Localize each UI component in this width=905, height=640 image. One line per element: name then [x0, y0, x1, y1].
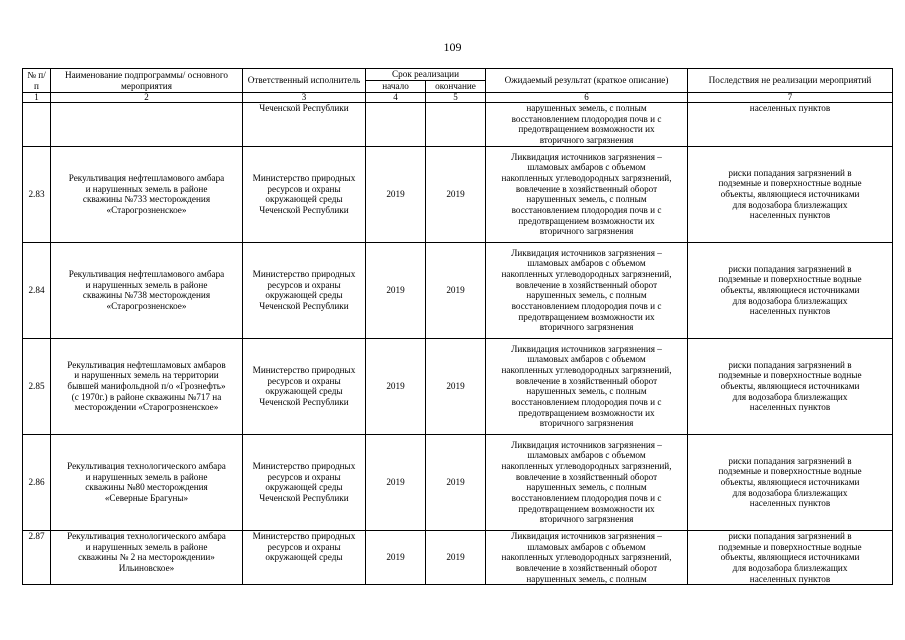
- header-num: № п/п: [23, 69, 51, 93]
- text-line: месторождении «Старогрозненское»: [74, 402, 219, 413]
- text-line: населенных пунктов: [749, 210, 831, 221]
- text-line: риски попадания загрязнений в: [728, 167, 852, 178]
- text-line: и нарушенных земель в районе: [85, 183, 208, 194]
- end-year-cell: 2019: [426, 434, 486, 530]
- text-line: риски попадания загрязнений в: [728, 530, 852, 541]
- row-number-cell: 2.86: [23, 434, 51, 530]
- table-row: [23, 146, 893, 242]
- text-line: Рекультивация технологического амбара: [67, 530, 226, 541]
- text-line: для водозабора близлежащих: [732, 295, 848, 306]
- text-line: шламовых амбаров с объемом: [527, 541, 646, 552]
- text-line: восстановлением плодородия почв и с: [511, 493, 662, 504]
- column-number: 2: [51, 93, 243, 103]
- text-line: предотвращением возможности их: [518, 124, 655, 135]
- text-line: (с 1970г.) в районе скважины №717 на: [71, 391, 222, 402]
- text-line: шламовых амбаров с объемом: [527, 258, 646, 269]
- executor-cell: [243, 146, 366, 242]
- text-line: окружающей среды: [265, 482, 343, 493]
- text-line: нарушенных земель, с полным: [526, 290, 647, 301]
- text-line: вторичного загрязнения: [539, 135, 634, 146]
- row-number-cell: 2.83: [23, 146, 51, 242]
- expected-result-cell: [486, 338, 688, 434]
- text-line: для водозабора близлежащих: [732, 391, 848, 402]
- end-year-cell: 2019: [426, 146, 486, 242]
- text-line: накопленных углеводородных загрязнений,: [501, 364, 672, 375]
- text-line: вовлечение в хозяйственный оборот: [515, 471, 658, 482]
- expected-result-cell: [486, 530, 688, 585]
- text-line: восстановлением плодородия почв и с: [511, 205, 662, 216]
- consequences-cell: [688, 338, 893, 434]
- start-year-cell: 2019: [366, 530, 426, 585]
- end-year-cell: 2019: [426, 338, 486, 434]
- executor-cell: [243, 103, 366, 147]
- text-line: вовлечение в хозяйственный оборот: [515, 562, 658, 573]
- text-line: населенных пунктов: [749, 103, 831, 113]
- header-row-top: [23, 69, 893, 81]
- text-line: вторичного загрязнения: [539, 418, 634, 429]
- text-line: нарушенных земель, с полным: [526, 103, 647, 113]
- text-line: риски попадания загрязнений в: [728, 263, 852, 274]
- text-line: восстановлением плодородия почв и с: [511, 113, 662, 124]
- row-number-cell: 2.84: [23, 242, 51, 338]
- text-line: риски попадания загрязнений в: [728, 359, 852, 370]
- text-line: накопленных углеводородных загрязнений,: [501, 172, 672, 183]
- text-line: нарушенных земель, с полным: [526, 573, 647, 584]
- executor-cell: [243, 434, 366, 530]
- text-line: Министерство природных: [252, 460, 356, 471]
- text-line: объекты, являющиеся источниками: [720, 476, 860, 487]
- text-line: объекты, являющиеся источниками: [720, 284, 860, 295]
- row-number-cell: 2.85: [23, 338, 51, 434]
- header-end: окончание: [426, 81, 486, 93]
- executor-cell: [243, 338, 366, 434]
- text-line: населенных пунктов: [749, 573, 831, 584]
- text-line: Ликвидация источников загрязнения –: [511, 343, 662, 354]
- text-line: Министерство природных: [252, 530, 356, 541]
- text-line: для водозабора близлежащих: [732, 487, 848, 498]
- text-line: ресурсов и охраны: [267, 183, 341, 194]
- text-line: Чеченской Республики: [259, 397, 349, 408]
- text-line: Чеченской Республики: [259, 493, 349, 504]
- expected-result-cell: [486, 103, 688, 147]
- text-line: Ликвидация источников загрязнения –: [511, 247, 662, 258]
- header-result: Ожидаемый результат (краткое описание): [486, 69, 688, 93]
- text-line: Министерство природных: [252, 364, 356, 375]
- text-line: подземные и поверхностные водные: [718, 466, 862, 477]
- text-line: вовлечение в хозяйственный оборот: [515, 375, 658, 386]
- text-line: «Старогрозненское»: [106, 301, 187, 312]
- text-line: Ильиновское»: [118, 562, 175, 573]
- text-line: предотвращением возможности их: [518, 407, 655, 418]
- text-line: для водозабора близлежащих: [732, 562, 848, 573]
- text-line: ресурсов и охраны: [267, 471, 341, 482]
- table-body: [23, 103, 893, 585]
- start-year-cell: 2019: [366, 146, 426, 242]
- text-line: предотвращением возможности их: [518, 215, 655, 226]
- text-line: Ликвидация источников загрязнения –: [511, 530, 662, 541]
- program-name-cell: [51, 103, 243, 147]
- text-line: Ликвидация источников загрязнения –: [511, 439, 662, 450]
- text-line: подземные и поверхностные водные: [718, 274, 862, 285]
- program-name-cell: [51, 434, 243, 530]
- end-year-cell: 2019: [426, 530, 486, 585]
- end-year-cell: [426, 103, 486, 147]
- text-line: и нарушенных земель в районе: [85, 541, 208, 552]
- text-line: вторичного загрязнения: [539, 322, 634, 333]
- text-line: накопленных углеводородных загрязнений,: [501, 460, 672, 471]
- text-line: вовлечение в хозяйственный оборот: [515, 183, 658, 194]
- text-line: окружающей среды: [265, 386, 343, 397]
- column-number: 5: [426, 93, 486, 103]
- text-line: Рекультивация нефтешламовых амбаров: [67, 359, 226, 370]
- executor-cell: [243, 242, 366, 338]
- text-line: подземные и поверхностные водные: [718, 541, 862, 552]
- text-line: объекты, являющиеся источниками: [720, 380, 860, 391]
- start-year-cell: [366, 103, 426, 147]
- consequences-cell: [688, 103, 893, 147]
- text-line: вовлечение в хозяйственный оборот: [515, 279, 658, 290]
- text-line: окружающей среды: [265, 552, 343, 563]
- text-line: «Старогрозненское»: [106, 205, 187, 216]
- text-line: ресурсов и охраны: [267, 375, 341, 386]
- table-row: [23, 338, 893, 434]
- header-name: Наименование подпрограммы/ основного мероприятия: [51, 69, 243, 93]
- header-consequences: Последствия не реализации мероприятий: [688, 69, 893, 93]
- expected-result-cell: [486, 242, 688, 338]
- text-line: окружающей среды: [265, 290, 343, 301]
- program-name-cell: [51, 530, 243, 585]
- row-number-cell: 2.87: [23, 530, 51, 585]
- text-line: и нарушенных земель в районе: [85, 471, 208, 482]
- text-line: шламовых амбаров с объемом: [527, 354, 646, 365]
- header-executor: Ответственный исполнитель: [243, 69, 366, 93]
- consequences-cell: [688, 242, 893, 338]
- text-line: населенных пунктов: [749, 402, 831, 413]
- text-line: ресурсов и охраны: [267, 541, 341, 552]
- text-line: ресурсов и охраны: [267, 279, 341, 290]
- table-row: [23, 103, 893, 147]
- text-line: восстановлением плодородия почв и с: [511, 301, 662, 312]
- text-line: шламовых амбаров с объемом: [527, 450, 646, 461]
- text-line: населенных пунктов: [749, 306, 831, 317]
- consequences-cell: [688, 434, 893, 530]
- text-line: скважины № 2 на месторождении»: [78, 552, 215, 563]
- text-line: риски попадания загрязнений в: [728, 455, 852, 466]
- column-number-row: [23, 93, 893, 103]
- program-table: [22, 68, 893, 585]
- text-line: населенных пунктов: [749, 498, 831, 509]
- text-line: окружающей среды: [265, 194, 343, 205]
- text-line: вторичного загрязнения: [539, 514, 634, 525]
- consequences-cell: [688, 146, 893, 242]
- table-row: [23, 530, 893, 585]
- text-line: Ликвидация источников загрязнения –: [511, 151, 662, 162]
- text-line: нарушенных земель, с полным: [526, 194, 647, 205]
- table-row: [23, 434, 893, 530]
- text-line: и нарушенных земель в районе: [85, 279, 208, 290]
- start-year-cell: 2019: [366, 434, 426, 530]
- text-line: скважины №733 месторождения: [82, 194, 211, 205]
- column-number: 1: [23, 93, 51, 103]
- header-period: Срок реализации: [366, 69, 486, 81]
- program-name-cell: [51, 242, 243, 338]
- program-name-cell: [51, 338, 243, 434]
- header-start: начало: [366, 81, 426, 93]
- text-line: подземные и поверхностные водные: [718, 178, 862, 189]
- column-number: 3: [243, 93, 366, 103]
- start-year-cell: 2019: [366, 242, 426, 338]
- text-line: скважины №80 месторождения: [85, 482, 208, 493]
- program-name-cell: [51, 146, 243, 242]
- text-line: бывшей манифольдной п/о «Грознефть»: [67, 380, 226, 391]
- text-line: скважины №738 месторождения: [82, 290, 211, 301]
- text-line: подземные и поверхностные водные: [718, 370, 862, 381]
- expected-result-cell: [486, 146, 688, 242]
- text-line: Рекультивация нефтешламового амбара: [68, 268, 225, 279]
- text-line: нарушенных земель, с полным: [526, 386, 647, 397]
- column-number: 6: [486, 93, 688, 103]
- text-line: Министерство природных: [252, 268, 356, 279]
- text-line: объекты, являющиеся источниками: [720, 552, 860, 563]
- text-line: предотвращением возможности их: [518, 503, 655, 514]
- text-line: «Северные Брагуны»: [104, 493, 189, 504]
- text-line: для водозабора близлежащих: [732, 199, 848, 210]
- text-line: Чеченской Республики: [259, 301, 349, 312]
- text-line: восстановлением плодородия почв и с: [511, 397, 662, 408]
- text-line: вторичного загрязнения: [539, 226, 634, 237]
- text-line: и нарушенных земель на территории: [74, 370, 219, 381]
- end-year-cell: 2019: [426, 242, 486, 338]
- text-line: накопленных углеводородных загрязнений,: [501, 552, 672, 563]
- column-number: 4: [366, 93, 426, 103]
- text-line: шламовых амбаров с объемом: [527, 162, 646, 173]
- text-line: Чеченской Республики: [259, 103, 349, 113]
- row-number-cell: [23, 103, 51, 147]
- executor-cell: [243, 530, 366, 585]
- text-line: Чеченской Республики: [259, 205, 349, 216]
- text-line: предотвращением возможности их: [518, 311, 655, 322]
- text-line: накопленных углеводородных загрязнений,: [501, 268, 672, 279]
- text-line: объекты, являющиеся источниками: [720, 188, 860, 199]
- text-line: Министерство природных: [252, 172, 356, 183]
- consequences-cell: [688, 530, 893, 585]
- text-line: нарушенных земель, с полным: [526, 482, 647, 493]
- column-number: 7: [688, 93, 893, 103]
- page-number: 109: [443, 40, 462, 54]
- expected-result-cell: [486, 434, 688, 530]
- start-year-cell: 2019: [366, 338, 426, 434]
- text-line: Рекультивация технологического амбара: [67, 460, 226, 471]
- text-line: Рекультивация нефтешламового амбара: [68, 172, 225, 183]
- table-row: [23, 242, 893, 338]
